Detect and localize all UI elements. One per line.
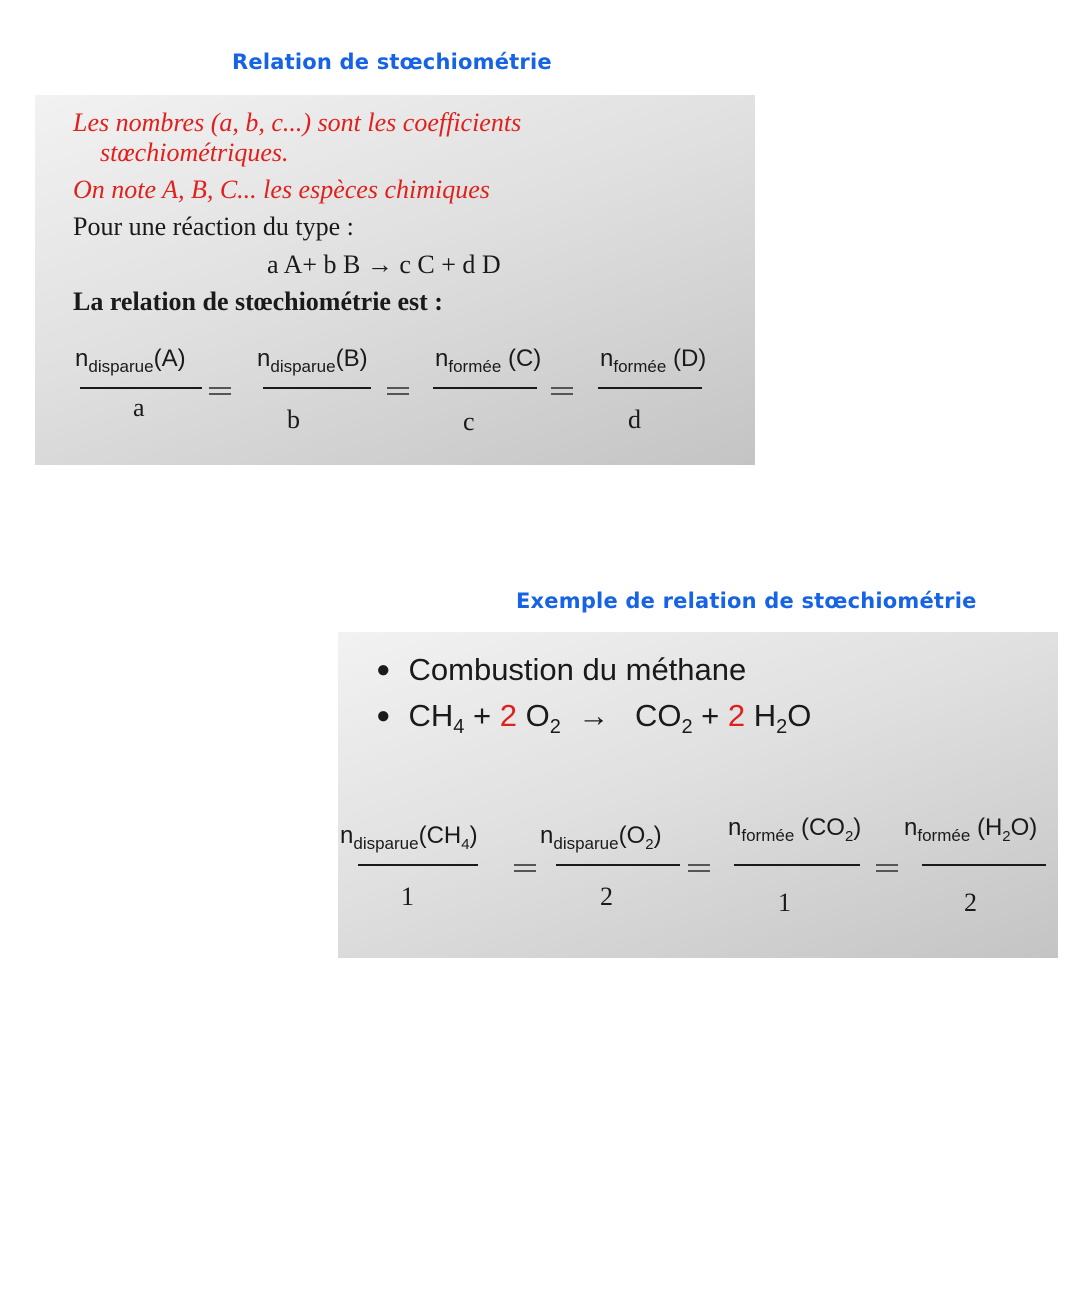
equals-sign-1 xyxy=(209,387,231,395)
fraction-numerator-A: $n_{disparue}(A)$ xyxy=(75,345,186,376)
fraction-bar-CH4 xyxy=(358,864,478,866)
fraction-bar-O2 xyxy=(556,864,680,866)
equals-sign-2 xyxy=(387,387,409,395)
equals-sign-5 xyxy=(688,864,710,872)
section-heading-example: Exemple de relation de stœchiométrie xyxy=(516,589,977,613)
bullet-icon: ● xyxy=(376,656,391,683)
fraction-numerator-C: $n_{formée}$ (C) xyxy=(435,345,542,376)
fraction-bar-CO2 xyxy=(734,864,860,866)
equals-sign-3 xyxy=(551,387,573,395)
fraction-bar-D xyxy=(598,387,702,389)
fraction-denominator-A: a xyxy=(133,393,145,422)
bullet-combustion-title: ● Combustion du méthane xyxy=(376,652,747,687)
fraction-denominator-H2O: 2 xyxy=(964,888,977,917)
fraction-bar-H2O xyxy=(922,864,1046,866)
relation-intro: La relation de stœchiométrie est : xyxy=(73,287,443,316)
fraction-denominator-CO2: 1 xyxy=(778,888,791,917)
general-reaction-equation: a A+ b B → c C + d D xyxy=(267,250,501,279)
fraction-bar-C xyxy=(433,387,537,389)
bullet-combustion-equation: ● $CH_4 + 2$ $O_2 \to CO_2 + 2$ $H_2O$ xyxy=(376,698,812,739)
fraction-numerator-H2O: $n_{formée}$ $(H_2O)$ xyxy=(904,814,1038,845)
fraction-denominator-B: b xyxy=(287,405,300,434)
fraction-numerator-CO2: $n_{formée}$ $(CO_2)$ xyxy=(728,814,862,845)
fraction-denominator-O2: 2 xyxy=(600,882,613,911)
slide-methane-combustion-example xyxy=(338,632,1058,958)
definition-line-species: On note A, B, C... les espèces chimiques xyxy=(73,175,490,204)
fraction-numerator-O2: $n_{disparue}(O_2)$ xyxy=(540,822,662,853)
fraction-denominator-D: d xyxy=(628,405,641,434)
fraction-denominator-CH4: 1 xyxy=(401,882,414,911)
fraction-numerator-B: $n_{disparue}(B)$ xyxy=(257,345,368,376)
equals-sign-6 xyxy=(876,864,898,872)
fraction-bar-A xyxy=(80,387,202,389)
fraction-bar-B xyxy=(263,387,371,389)
slide-stoichiometry-definition xyxy=(35,95,755,465)
equals-sign-4 xyxy=(514,864,536,872)
fraction-denominator-C: c xyxy=(463,407,475,436)
section-heading-stoichiometry: Relation de stœchiométrie xyxy=(232,50,552,74)
reaction-type-intro: Pour une réaction du type : xyxy=(73,212,354,241)
fraction-numerator-D: $n_{formée}$ (D) xyxy=(600,345,707,376)
definition-line-coefficients: Les nombres (a, b, c...) sont les coefficients xyxy=(73,108,522,137)
bullet-icon: ● xyxy=(376,702,391,729)
fraction-numerator-CH4: $n_{disparue}(CH_4)$ xyxy=(340,822,478,853)
definition-line-coefficients-cont: stœchiométriques. xyxy=(100,138,289,167)
